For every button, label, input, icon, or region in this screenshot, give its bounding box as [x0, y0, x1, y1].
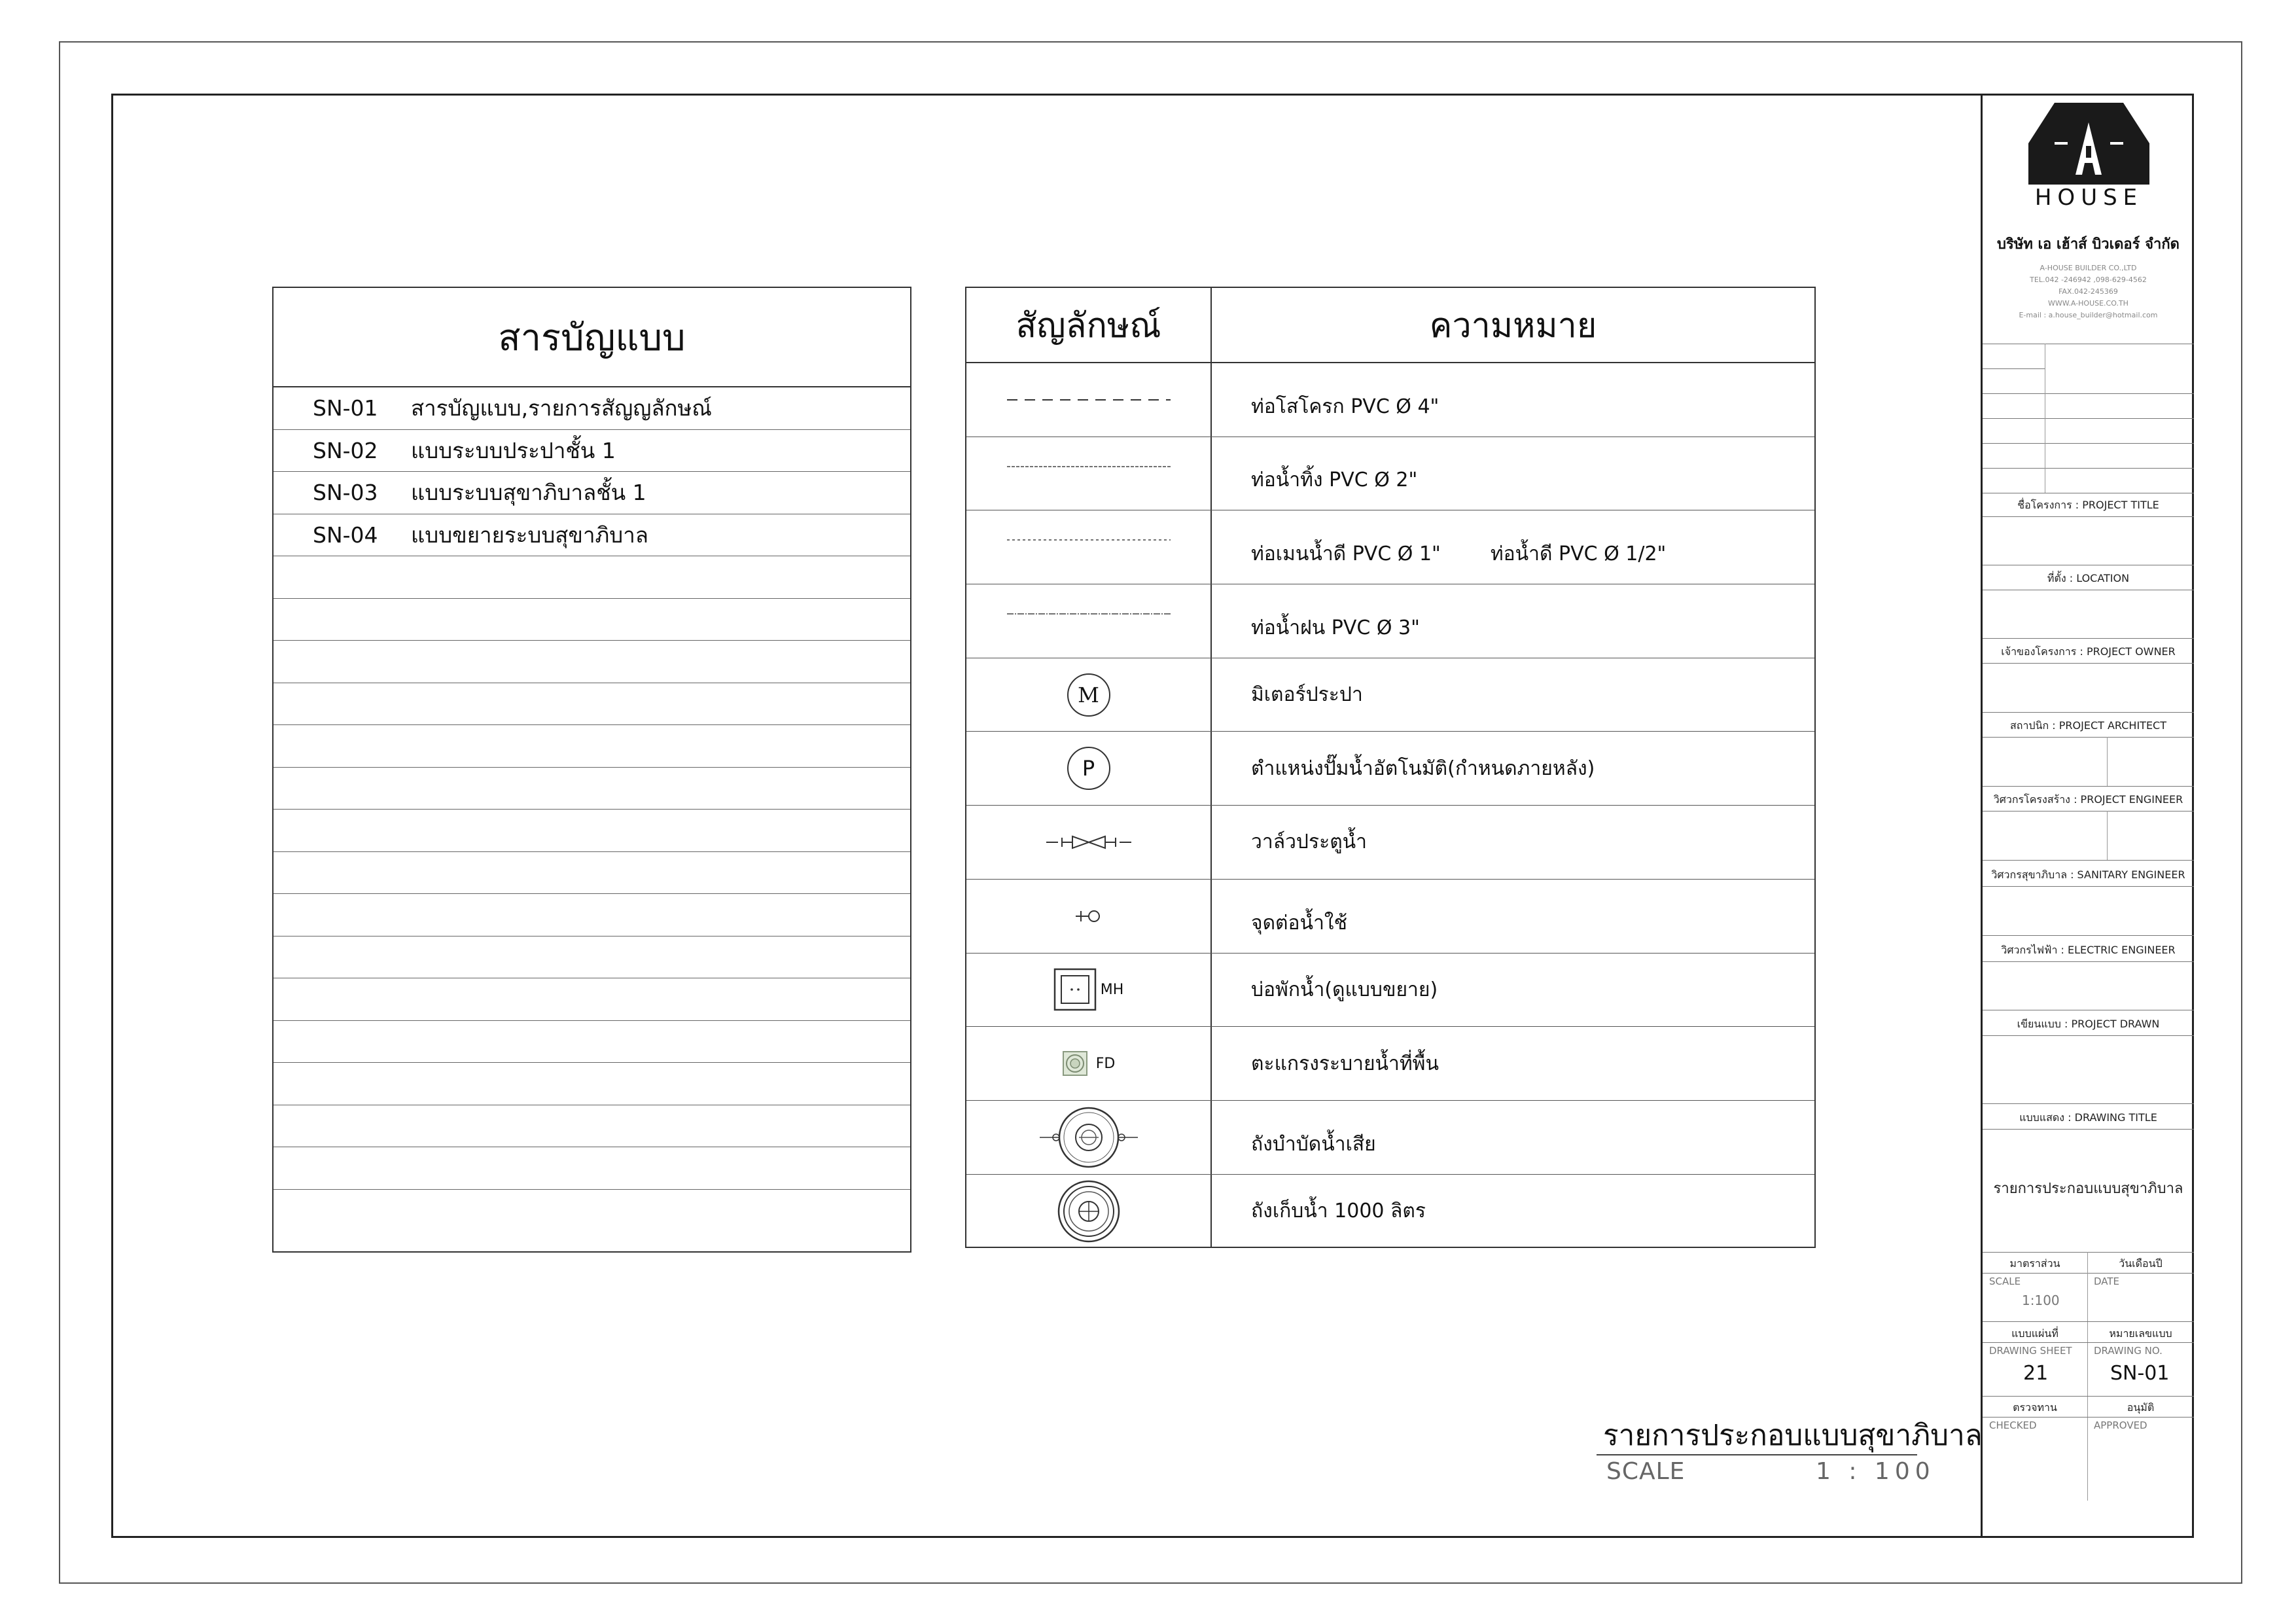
sheet-name: แบบระบบสุขาภิบาลชั้น 1 [411, 480, 646, 506]
index-row [274, 768, 910, 810]
drawing-title-label: แบบแสดง : DRAWING TITLE [2019, 1111, 2157, 1124]
septic-tank-icon [966, 1101, 1212, 1174]
legend-text-main: ท่อเมนน้ำดี PVC Ø 1" [1251, 543, 1441, 566]
index-row [274, 641, 910, 683]
water-tank-icon [966, 1175, 1212, 1249]
pump-label: P [1082, 756, 1095, 781]
location-label: ที่ตั้ง : LOCATION [2047, 572, 2130, 584]
legend-text: ตำแหน่งปั๊มน้ำอัตโนมัติ(กำหนดภายหลัง) [1251, 757, 1595, 780]
legend-row [966, 880, 1814, 954]
approved-th-label: อนุมัติ [2127, 1401, 2155, 1414]
scale-th-label: มาตราส่วน [2009, 1257, 2060, 1270]
sanitary-engineer-label: วิศวกรสุขาภิบาล : SANITARY ENGINEER [1991, 868, 2185, 881]
index-row [274, 556, 910, 599]
index-row [274, 725, 910, 768]
architect-label: สถาปนิก : PROJECT ARCHITECT [2009, 719, 2166, 732]
index-row [274, 472, 910, 514]
index-row [274, 1063, 910, 1105]
company-contact-line: E-mail : a.house_builder@hotmail.com [2019, 311, 2158, 319]
company-contact-line: FAX.042-245369 [2058, 287, 2118, 296]
checked-en-label: CHECKED [1989, 1419, 2037, 1431]
index-row [274, 1021, 910, 1063]
house-logo-icon [2028, 103, 2149, 211]
index-row [274, 1105, 910, 1148]
index-row [274, 936, 910, 979]
caption-scale-label: SCALE [1606, 1458, 1686, 1485]
manhole-icon [966, 954, 1212, 1027]
legend-row [966, 658, 1814, 732]
legend-row [966, 584, 1814, 658]
manhole-label: MH [1100, 981, 1124, 998]
scale-value: 1:100 [2022, 1293, 2060, 1308]
project-title-label: ชื่อโครงการ : PROJECT TITLE [2017, 499, 2159, 511]
index-rows [274, 387, 910, 1232]
approved-en-label: APPROVED [2094, 1419, 2147, 1431]
legend-text [1212, 510, 1814, 584]
sheet-name: แบบขยายระบบสุขาภิบาล [411, 522, 648, 548]
water-outlet-icon [966, 880, 1212, 953]
company-name: บริษัท เอ เฮ้าส์ บิวเดอร์ จำกัด [1997, 236, 2180, 253]
company-contact-line: A-HOUSE BUILDER CO.,LTD [2040, 264, 2137, 272]
legend-text: ท่อโสโครก PVC Ø 4" [1251, 395, 1439, 418]
owner-label: เจ้าของโครงการ : PROJECT OWNER [2001, 645, 2176, 658]
drawing-no-en-label: DRAWING NO. [2094, 1345, 2163, 1357]
index-row [274, 514, 910, 557]
legend-row [966, 437, 1814, 511]
legend-row [966, 806, 1814, 880]
symbol-legend-table [965, 287, 1816, 1248]
caption-underline [1597, 1454, 1917, 1455]
company-contact-line: TEL.042 -246942 ,098-629-4562 [2030, 276, 2147, 284]
sheet-value: 21 [2023, 1362, 2049, 1385]
meter-label: M [1078, 682, 1099, 707]
legend-row [966, 732, 1814, 806]
symbol-header: สัญลักษณ์ [966, 288, 1212, 362]
gate-valve-icon [966, 806, 1212, 879]
index-row [274, 852, 910, 895]
legend-text: จุดต่อน้ำใช้ [1251, 911, 1347, 935]
legend-text: มิเตอร์ประปา [1251, 683, 1363, 707]
drawn-by-label: เขียนแบบ : PROJECT DRAWN [2017, 1018, 2160, 1030]
drawing-no-value: SN-01 [2110, 1362, 2170, 1385]
title-block [1981, 94, 2194, 1538]
legend-text: บ่อพักน้ำ(ดูแบบขยาย) [1251, 978, 1438, 1001]
floor-drain-label: FD [1095, 1055, 1116, 1072]
checked-th-label: ตรวจทาน [2013, 1401, 2057, 1414]
date-en-label: DATE [2094, 1275, 2120, 1287]
index-row [274, 387, 910, 430]
legend-text: ท่อน้ำฝน PVC Ø 3" [1251, 616, 1420, 639]
index-row [274, 599, 910, 641]
index-row [274, 810, 910, 852]
drawing-index-table [272, 287, 911, 1253]
meaning-header: ความหมาย [1429, 306, 1597, 346]
sheet-th-label: แบบแผ่นที่ [2011, 1327, 2058, 1340]
scale-en-label: SCALE [1989, 1275, 2021, 1287]
legend-text: ถังบำบัดน้ำเสีย [1251, 1132, 1376, 1156]
meter-icon [966, 658, 1212, 732]
drawing-title: รายการประกอบแบบสุขาภิบาล [1993, 1181, 2183, 1197]
sheet-code: SN-04 [313, 522, 378, 548]
legend-text-secondary: ท่อน้ำดี PVC Ø 1/2" [1490, 543, 1667, 566]
pump-icon [966, 732, 1212, 805]
legend-text: ตะแกรงระบายน้ำที่พื้น [1251, 1052, 1439, 1075]
dash-dot-line-icon [966, 584, 1212, 658]
index-row [274, 894, 910, 936]
company-contact-line: WWW.A-HOUSE.CO.TH [2048, 299, 2128, 308]
caption-scale-value: 1 : 100 [1816, 1458, 1935, 1485]
index-row [274, 1147, 910, 1190]
legend-row [966, 1175, 1814, 1249]
sheet-code: SN-02 [313, 437, 378, 463]
legend-row [966, 1101, 1814, 1175]
dashed-line-icon [966, 363, 1212, 437]
sheet-code: SN-03 [313, 480, 378, 506]
sheet-en-label: DRAWING SHEET [1989, 1345, 2072, 1357]
index-title: สารบัญแบบ [274, 288, 910, 387]
electric-engineer-label: วิศวกรไฟฟ้า : ELECTRIC ENGINEER [2001, 944, 2176, 956]
drawing-caption-title: รายการประกอบแบบสุขาภิบาล [1603, 1419, 1983, 1452]
sheet-name: สารบัญแบบ,รายการสัญญลักษณ์ [411, 395, 712, 421]
index-row [274, 978, 910, 1021]
drawing-no-th-label: หมายเลขแบบ [2109, 1327, 2172, 1340]
sheet-name: แบบระบบประปาชั้น 1 [411, 437, 616, 463]
legend-text: ถังเก็บน้ำ 1000 ลิตร [1251, 1200, 1426, 1223]
sheet-code: SN-01 [313, 395, 378, 421]
logo-text: HOUSE [2034, 185, 2144, 211]
legend-row [966, 954, 1814, 1027]
index-row [274, 430, 910, 473]
legend-text: วาล์วประตูน้ำ [1251, 830, 1368, 854]
legend-row [966, 510, 1814, 584]
index-row [274, 1190, 910, 1232]
legend-header [966, 288, 1814, 363]
legend-text: ท่อน้ำทิ้ง PVC Ø 2" [1251, 469, 1418, 492]
fine-dashed-line-icon [966, 437, 1212, 510]
floor-drain-icon [966, 1027, 1212, 1100]
date-th-label: วันเดือนปี [2119, 1257, 2163, 1270]
legend-row [966, 1027, 1814, 1101]
legend-row [966, 363, 1814, 437]
index-row [274, 683, 910, 726]
structural-engineer-label: วิศวกรโครงสร้าง : PROJECT ENGINEER [1993, 793, 2183, 806]
dotted-line-icon [966, 510, 1212, 584]
